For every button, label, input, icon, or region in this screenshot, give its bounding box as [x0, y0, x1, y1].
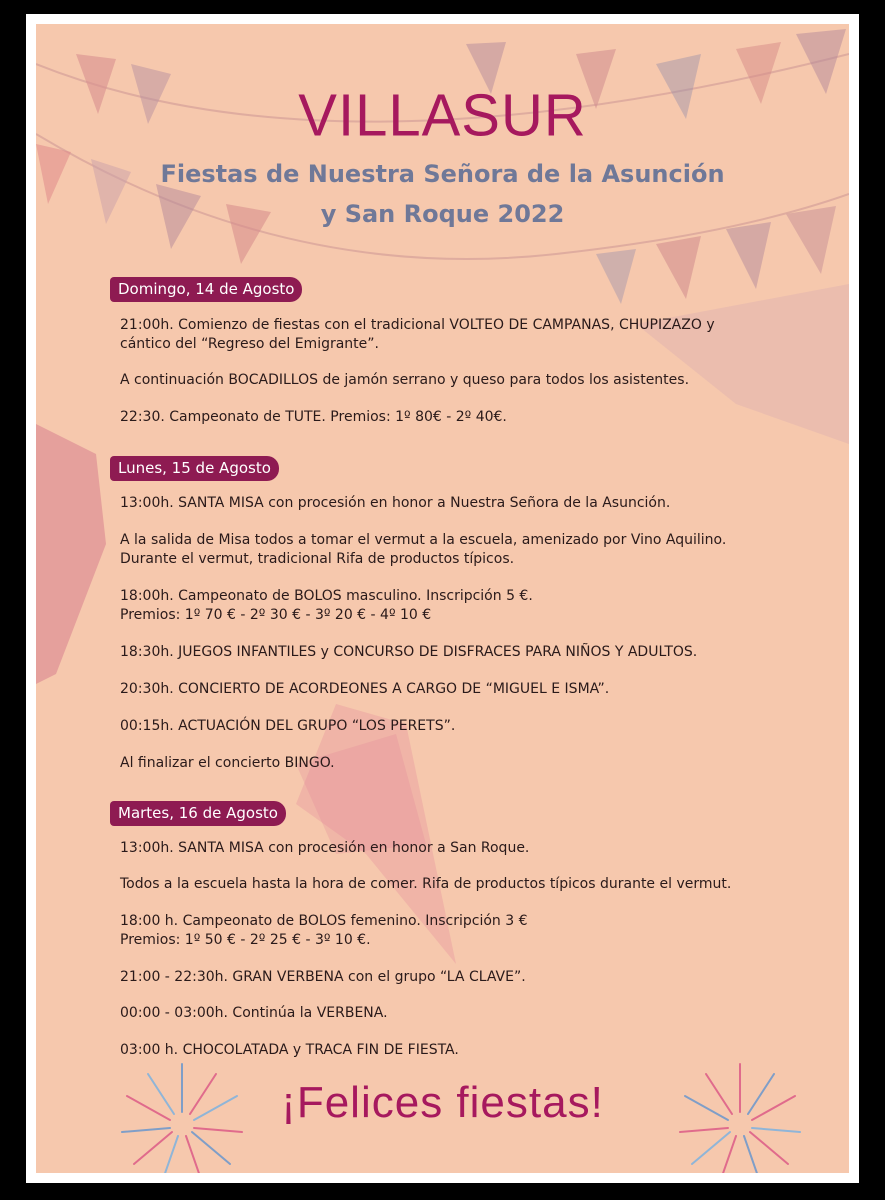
event-text: 13:00h. SANTA MISA con procesión en honor a San Roque.	[120, 840, 530, 856]
day-badge-tuesday: Martes, 16 de Agosto	[110, 801, 286, 826]
page-title: VILLASUR	[298, 82, 587, 149]
event-text: 21:00 - 22:30h. GRAN VERBENA con el grupo “LA CLAVE”.	[120, 969, 526, 985]
event-text: A continuación BOCADILLOS de jamón serrano y queso para todos los asistentes.	[120, 372, 690, 388]
event-text: 13:00h. SANTA MISA con procesión en honor a Nuestra Señora de la Asunción.	[120, 495, 671, 511]
event-text: 18:30h. JUEGOS INFANTILES y CONCURSO DE DISFRACES PARA NIÑOS Y ADULTOS.	[120, 644, 698, 660]
day-badge-monday: Lunes, 15 de Agosto	[110, 456, 279, 481]
poster-paper	[36, 24, 849, 1173]
event-text: Premios: 1º 70 € - 2º 30 € - 3º 20 € - 4º 10 €	[120, 607, 432, 623]
poster-frame	[26, 14, 859, 1183]
event-text: Todos a la escuela hasta la hora de comer. Rifa de productos típicos durante el vermut.	[120, 876, 732, 892]
subtitle-line-1: Fiestas de Nuestra Señora de la Asunción	[160, 160, 725, 188]
event-text: 20:30h. CONCIERTO DE ACORDEONES A CARGO DE “MIGUEL E ISMA”.	[120, 681, 610, 697]
event-text: 18:00h. Campeonato de BOLOS masculino. Inscripción 5 €.	[120, 588, 533, 604]
event-text: Durante el vermut, tradicional Rifa de productos típicos.	[120, 551, 515, 567]
event-text: A la salida de Misa todos a tomar el vermut a la escuela, amenizado por Vino Aquilino.	[120, 532, 727, 548]
event-text: 00:00 - 03:00h. Continúa la VERBENA.	[120, 1005, 388, 1021]
subtitle-line-2: y San Roque 2022	[320, 200, 565, 228]
event-text: 22:30. Campeonato de TUTE. Premios: 1º 80€ - 2º 40€.	[120, 409, 507, 425]
event-text: Premios: 1º 50 € - 2º 25 € - 3º 10 €.	[120, 932, 371, 948]
day-badge-sunday: Domingo, 14 de Agosto	[110, 277, 302, 302]
event-text: 00:15h. ACTUACIÓN DEL GRUPO “LOS PERETS”.	[120, 718, 456, 734]
event-text: Al finalizar el concierto BINGO.	[120, 755, 335, 771]
event-text: 18:00 h. Campeonato de BOLOS femenino. Inscripción 3 €	[120, 913, 528, 929]
footer-greeting: ¡Felices fiestas!	[281, 1078, 604, 1127]
event-text: 21:00h. Comienzo de fiestas con el tradicional VOLTEO DE CAMPANAS, CHUPIZAZO y	[120, 317, 715, 333]
event-text: 03:00 h. CHOCOLATADA y TRACA FIN DE FIESTA.	[120, 1042, 459, 1058]
event-text: cántico del “Regreso del Emigrante”.	[120, 336, 379, 352]
